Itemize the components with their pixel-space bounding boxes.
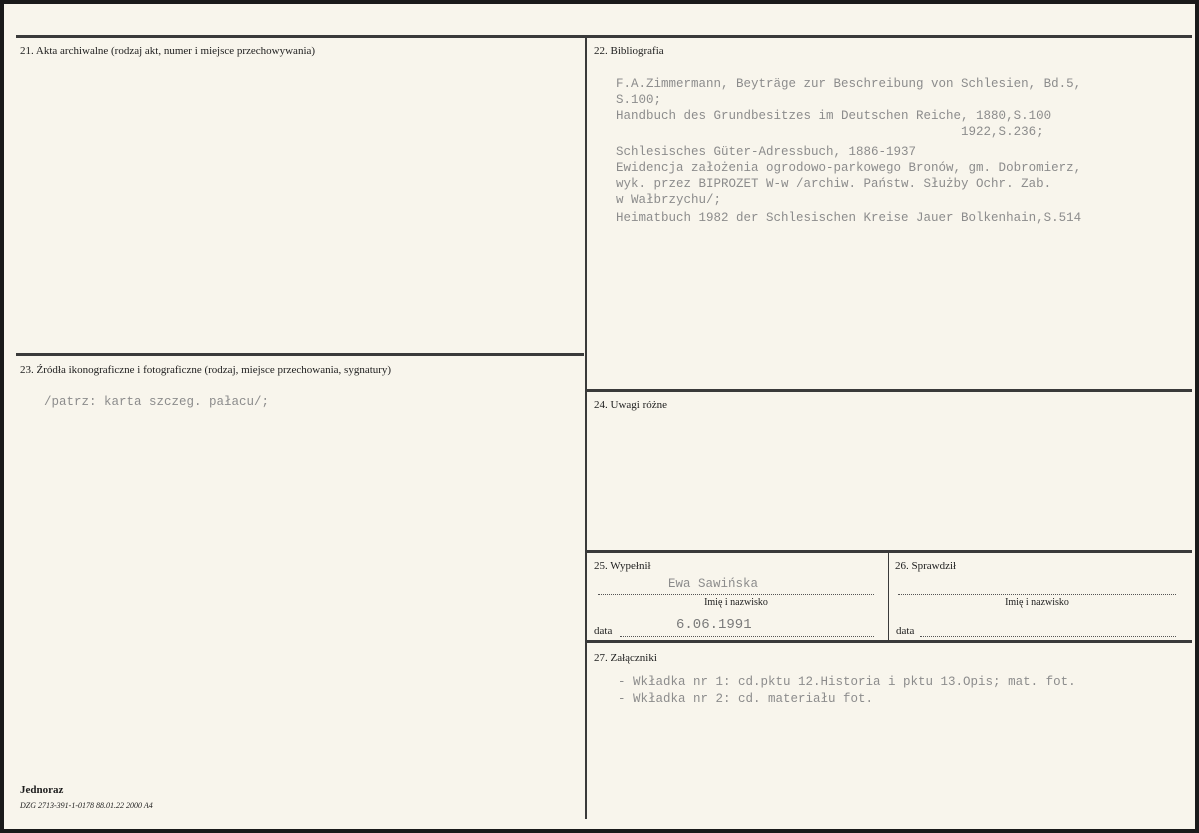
iconography-text: /patrz: karta szczeg. pałacu/;	[44, 395, 270, 409]
section-22-title: 22. Bibliografia	[594, 45, 664, 57]
filled-by-name-line	[598, 594, 874, 595]
section-24-title: 24. Uwagi różne	[594, 399, 668, 411]
bibliography-line: w Wałbrzychu/;	[616, 193, 722, 207]
section-27-title: 27. Załączniki	[594, 652, 657, 664]
column-divider	[585, 37, 587, 819]
section-25-26-divider	[888, 552, 889, 640]
filled-by-name: Ewa Sawińska	[668, 577, 759, 591]
bibliography-line: Heimatbuch 1982 der Schlesischen Kreise Jauer Bolkenhain,S.514	[616, 211, 1082, 225]
filled-by-name-caption: Imię i nazwisko	[704, 597, 768, 608]
checked-by-date-line	[920, 636, 1176, 637]
section-25-title: 25. Wypełnił	[594, 560, 651, 572]
attachment-line: - Wkładka nr 2: cd. materiału fot.	[618, 692, 874, 706]
section-25-rule	[587, 550, 1192, 553]
checked-by-name-line	[898, 594, 1176, 595]
bibliography-line: 1922,S.236;	[616, 125, 1044, 139]
top-rule	[16, 35, 1192, 38]
section-23-title: 23. Źródła ikonograficzne i fotograficzne (rodzaj, miejsce przechowania, sygnatury)	[20, 364, 392, 376]
checked-by-name-caption: Imię i nazwisko	[1005, 597, 1069, 608]
footer-title: Jednoraz	[20, 784, 64, 796]
section-24-rule	[587, 389, 1192, 392]
filled-by-date-line	[620, 636, 874, 637]
bibliography-line: Ewidencja założenia ogrodowo-parkowego Bronów, gm. Dobromierz,	[616, 161, 1082, 175]
section-26-title: 26. Sprawdził	[895, 560, 957, 572]
bibliography-line: S.100;	[616, 93, 662, 107]
footer-code: DZG 2713-391-1-0178 88.01.22 2000 A4	[20, 801, 153, 810]
bibliography-line: Schlesisches Güter-Adressbuch, 1886-1937	[616, 145, 917, 159]
checked-by-date-label: data	[896, 625, 915, 637]
filled-by-date-label: data	[594, 625, 613, 637]
bibliography-line: F.A.Zimmermann, Beyträge zur Beschreibung von Schlesien, Bd.5,	[616, 77, 1082, 91]
filled-by-date: 6.06.1991	[676, 617, 752, 633]
record-card	[4, 4, 1195, 829]
bibliography-line: wyk. przez BIPROZET W-w /archiw. Państw. Służby Ochr. Zab.	[616, 177, 1052, 191]
section-21-title: 21. Akta archiwalne (rodzaj akt, numer i miejsce przechowywania)	[20, 45, 316, 57]
bibliography-line: Handbuch des Grundbesitzes im Deutschen Reiche, 1880,S.100	[616, 109, 1052, 123]
attachment-line: - Wkładka nr 1: cd.pktu 12.Historia i pktu 13.Opis; mat. fot.	[618, 675, 1076, 689]
section-27-rule	[587, 640, 1192, 643]
section-23-rule	[16, 353, 584, 356]
